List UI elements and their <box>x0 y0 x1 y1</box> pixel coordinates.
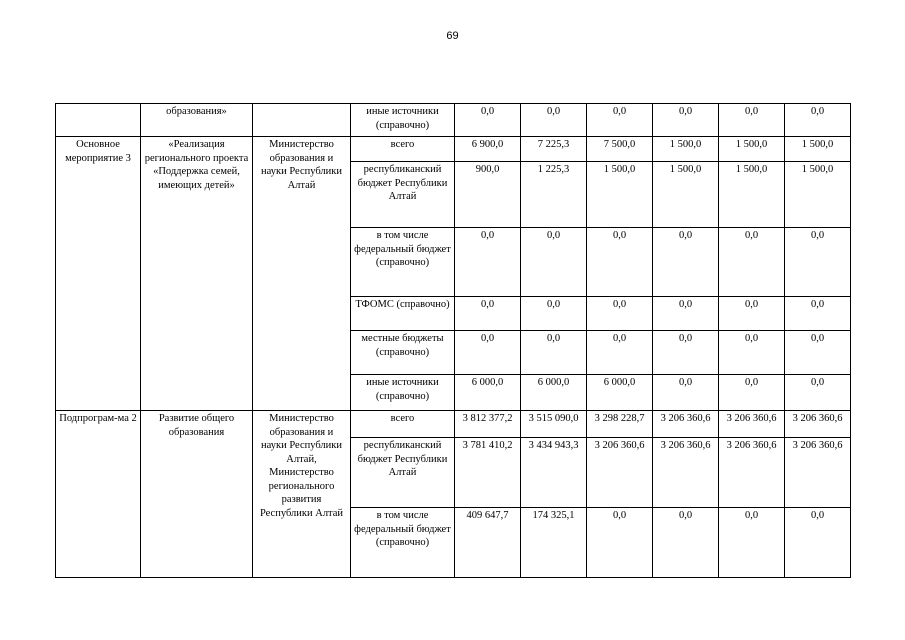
value-cell: 1 225,3 <box>521 162 587 228</box>
program-code-cell <box>56 104 141 137</box>
value-cell: 1 500,0 <box>587 162 653 228</box>
funding-source-cell: иные источники (справочно) <box>351 375 455 411</box>
value-cell: 174 325,1 <box>521 508 587 578</box>
value-cell: 1 500,0 <box>719 162 785 228</box>
value-cell: 0,0 <box>785 228 851 297</box>
value-cell: 6 000,0 <box>521 375 587 411</box>
value-cell: 0,0 <box>785 297 851 331</box>
value-cell: 0,0 <box>587 228 653 297</box>
value-cell: 3 206 360,6 <box>719 438 785 508</box>
page-number: 69 <box>446 30 459 42</box>
value-cell: 6 000,0 <box>455 375 521 411</box>
executor-cell <box>253 104 351 137</box>
funding-source-cell: иные источники (справочно) <box>351 104 455 137</box>
value-cell: 6 000,0 <box>587 375 653 411</box>
value-cell: 0,0 <box>521 104 587 137</box>
value-cell: 0,0 <box>785 375 851 411</box>
value-cell: 0,0 <box>587 331 653 375</box>
value-cell: 1 500,0 <box>653 137 719 162</box>
executor-cell: Министерство образования и науки Республики Алтай, Министерство регионального развития Республики Алтай <box>253 411 351 578</box>
table-body <box>56 104 851 578</box>
value-cell: 3 206 360,6 <box>785 411 851 438</box>
value-cell: 3 206 360,6 <box>653 411 719 438</box>
value-cell: 0,0 <box>719 331 785 375</box>
value-cell: 0,0 <box>521 297 587 331</box>
value-cell: 3 781 410,2 <box>455 438 521 508</box>
value-cell: 1 500,0 <box>719 137 785 162</box>
value-cell: 0,0 <box>719 297 785 331</box>
value-cell: 3 515 090,0 <box>521 411 587 438</box>
value-cell: 0,0 <box>455 297 521 331</box>
value-cell: 3 206 360,6 <box>653 438 719 508</box>
value-cell: 3 206 360,6 <box>785 438 851 508</box>
value-cell: 1 500,0 <box>785 137 851 162</box>
value-cell: 3 206 360,6 <box>719 411 785 438</box>
executor-cell: Министерство образования и науки Республики Алтай <box>253 137 351 411</box>
value-cell: 0,0 <box>587 297 653 331</box>
value-cell: 0,0 <box>719 508 785 578</box>
value-cell: 7 500,0 <box>587 137 653 162</box>
value-cell: 0,0 <box>719 228 785 297</box>
funding-source-cell: в том числе федеральный бюджет (справочно) <box>351 508 455 578</box>
funding-source-cell: ТФОМС (справочно) <box>351 297 455 331</box>
value-cell: 0,0 <box>653 508 719 578</box>
value-cell: 6 900,0 <box>455 137 521 162</box>
value-cell: 409 647,7 <box>455 508 521 578</box>
value-cell: 0,0 <box>521 228 587 297</box>
table-row <box>56 411 851 438</box>
value-cell: 0,0 <box>455 228 521 297</box>
value-cell: 0,0 <box>521 331 587 375</box>
value-cell: 0,0 <box>455 104 521 137</box>
table-row <box>56 104 851 137</box>
table-row <box>56 137 851 162</box>
value-cell: 900,0 <box>455 162 521 228</box>
value-cell: 0,0 <box>653 104 719 137</box>
funding-source-cell: в том числе федеральный бюджет (справочно) <box>351 228 455 297</box>
value-cell: 0,0 <box>653 228 719 297</box>
program-code-cell: Основное мероприятие 3 <box>56 137 141 411</box>
value-cell: 3 434 943,3 <box>521 438 587 508</box>
program-name-cell: «Реализация регионального проекта «Поддержка семей, имеющих детей» <box>141 137 253 411</box>
budget-table <box>55 103 851 578</box>
value-cell: 0,0 <box>653 297 719 331</box>
value-cell: 0,0 <box>587 508 653 578</box>
value-cell: 0,0 <box>455 331 521 375</box>
funding-source-cell: местные бюджеты (справочно) <box>351 331 455 375</box>
value-cell: 3 206 360,6 <box>587 438 653 508</box>
value-cell: 0,0 <box>785 508 851 578</box>
value-cell: 1 500,0 <box>653 162 719 228</box>
value-cell: 3 298 228,7 <box>587 411 653 438</box>
value-cell: 0,0 <box>719 375 785 411</box>
funding-source-cell: всего <box>351 411 455 438</box>
value-cell: 0,0 <box>719 104 785 137</box>
program-name-cell: образования» <box>141 104 253 137</box>
value-cell: 0,0 <box>587 104 653 137</box>
value-cell: 0,0 <box>785 331 851 375</box>
value-cell: 0,0 <box>785 104 851 137</box>
value-cell: 0,0 <box>653 331 719 375</box>
value-cell: 0,0 <box>653 375 719 411</box>
program-name-cell: Развитие общего образования <box>141 411 253 578</box>
program-code-cell: Подпрограм-ма 2 <box>56 411 141 578</box>
value-cell: 7 225,3 <box>521 137 587 162</box>
funding-source-cell: республиканский бюджет Республики Алтай <box>351 162 455 228</box>
value-cell: 3 812 377,2 <box>455 411 521 438</box>
value-cell: 1 500,0 <box>785 162 851 228</box>
funding-source-cell: всего <box>351 137 455 162</box>
funding-source-cell: республиканский бюджет Республики Алтай <box>351 438 455 508</box>
